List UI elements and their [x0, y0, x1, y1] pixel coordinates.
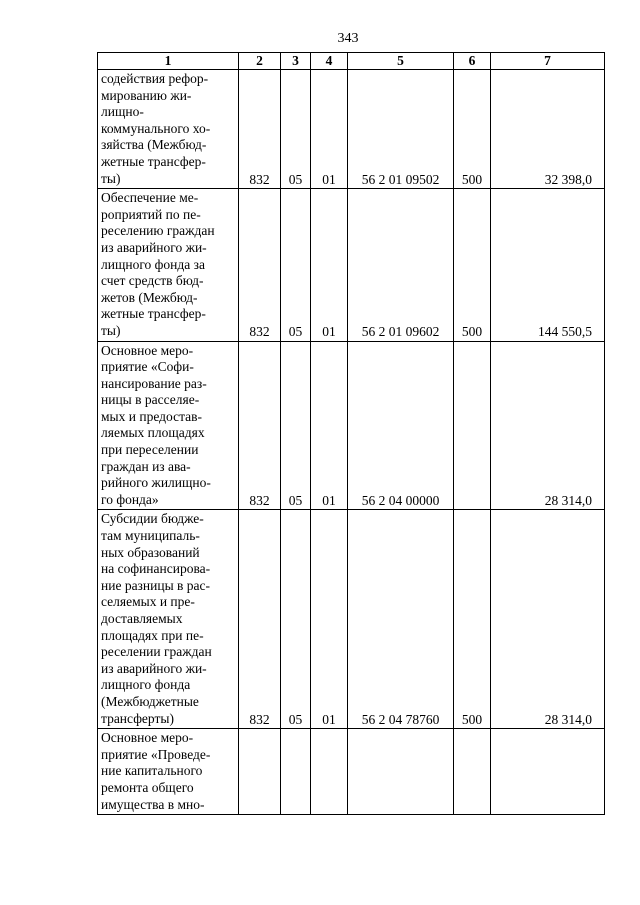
target-article-code: 56 2 04 78760: [348, 510, 454, 729]
target-article-code: 56 2 01 09602: [348, 189, 454, 341]
name-line: ты): [101, 322, 121, 338]
name-line: лищного фонда за: [101, 256, 205, 272]
name-line: жетов (Межбюд-: [101, 289, 198, 305]
section-code: [281, 729, 311, 815]
name-line: Основное меро-: [101, 730, 194, 746]
section-code: 05: [281, 341, 311, 510]
target-article-code: 56 2 01 09502: [348, 70, 454, 189]
subsection-code: [311, 729, 348, 815]
name-line: реселении граждан: [101, 644, 212, 660]
amount-value: 28 314,0: [491, 341, 605, 510]
subsection-code: 01: [311, 510, 348, 729]
header-col-4: 4: [311, 53, 348, 70]
amount-value: [491, 729, 605, 815]
table-row: [98, 341, 605, 510]
name-line: реселению граждан: [101, 223, 215, 239]
table-row: [98, 510, 605, 729]
name-line: граждан из ава-: [101, 458, 191, 474]
name-line: Обеспечение ме-: [101, 190, 199, 206]
name-line: жетные трансфер-: [101, 306, 206, 322]
name-line: роприятий по пе-: [101, 206, 201, 222]
name-line: из аварийного жи-: [101, 660, 207, 676]
expense-type-code: [454, 341, 491, 510]
ministry-code: 832: [239, 70, 281, 189]
name-line: коммунального хо-: [101, 120, 211, 136]
name-line: мированию жи-: [101, 87, 192, 103]
ministry-code: 832: [239, 341, 281, 510]
name-line: площадях при пе-: [101, 627, 204, 643]
name-line: нансирование раз-: [101, 375, 207, 391]
name-line: селяемых и пре-: [101, 594, 195, 610]
name-line: ние разницы в рас-: [101, 577, 210, 593]
name-line: зяйства (Межбюд-: [101, 137, 207, 153]
subsection-code: 01: [311, 189, 348, 341]
expense-type-code: 500: [454, 510, 491, 729]
section-code: 05: [281, 70, 311, 189]
name-line: (Межбюджетные: [101, 693, 199, 709]
section-code: 05: [281, 510, 311, 729]
target-article-code: 56 2 04 00000: [348, 341, 454, 510]
ministry-code: 832: [239, 510, 281, 729]
row-name-cell: [98, 189, 239, 341]
expense-type-code: 500: [454, 189, 491, 341]
subsection-code: 01: [311, 70, 348, 189]
name-line: жетные трансфер-: [101, 153, 206, 169]
row-name-cell: [98, 729, 239, 815]
name-line: доставляемых: [101, 611, 183, 626]
name-line: ляемых площадях: [101, 425, 205, 441]
header-row: [98, 53, 605, 70]
name-line: го фонда»: [101, 491, 159, 507]
amount-value: 28 314,0: [491, 510, 605, 729]
name-line: Субсидии бюдже-: [101, 511, 204, 527]
expense-type-code: 500: [454, 70, 491, 189]
name-line: трансферты): [101, 710, 174, 726]
budget-table: [97, 52, 605, 815]
name-line: ницы в расселяе-: [101, 392, 200, 408]
page-number: 343: [337, 31, 359, 46]
name-line: Основное меро-: [101, 342, 194, 358]
row-name-cell: [98, 70, 239, 189]
name-line: счет средств бюд-: [101, 273, 204, 289]
name-line: приятие «Софи-: [101, 359, 194, 375]
name-line: имущества в мно-: [101, 796, 205, 812]
name-line: лищного фонда: [101, 677, 191, 693]
name-line: из аварийного жи-: [101, 239, 207, 255]
ministry-code: [239, 729, 281, 815]
name-line: там муниципаль-: [101, 528, 200, 544]
name-line: содействия рефор-: [101, 71, 209, 86]
name-line: приятие «Проведе-: [101, 746, 211, 762]
name-line: рийного жилищно-: [101, 475, 211, 491]
header-col-2: 2: [239, 53, 281, 70]
header-col-3: 3: [281, 53, 311, 70]
section-code: 05: [281, 189, 311, 341]
name-line: ных образований: [101, 544, 200, 560]
header-col-7: 7: [491, 53, 605, 70]
ministry-code: 832: [239, 189, 281, 341]
subsection-code: 01: [311, 341, 348, 510]
table-row: [98, 70, 605, 189]
expense-type-code: [454, 729, 491, 815]
table-row: [98, 189, 605, 341]
name-line: ты): [101, 170, 121, 186]
name-line: ние капитального: [101, 763, 203, 779]
target-article-code: [348, 729, 454, 815]
header-col-5: 5: [348, 53, 454, 70]
amount-value: 144 550,5: [491, 189, 605, 341]
row-name-cell: [98, 510, 239, 729]
name-line: мых и предостав-: [101, 408, 202, 424]
header-col-6: 6: [454, 53, 491, 70]
name-line: лищно-: [101, 104, 144, 120]
name-line: на софинансирова-: [101, 561, 211, 577]
name-line: при переселении: [101, 442, 199, 458]
name-line: ремонта общего: [101, 779, 194, 795]
amount-value: 32 398,0: [491, 70, 605, 189]
table-row: [98, 729, 605, 815]
header-col-1: 1: [98, 53, 239, 70]
row-name-cell: [98, 341, 239, 510]
